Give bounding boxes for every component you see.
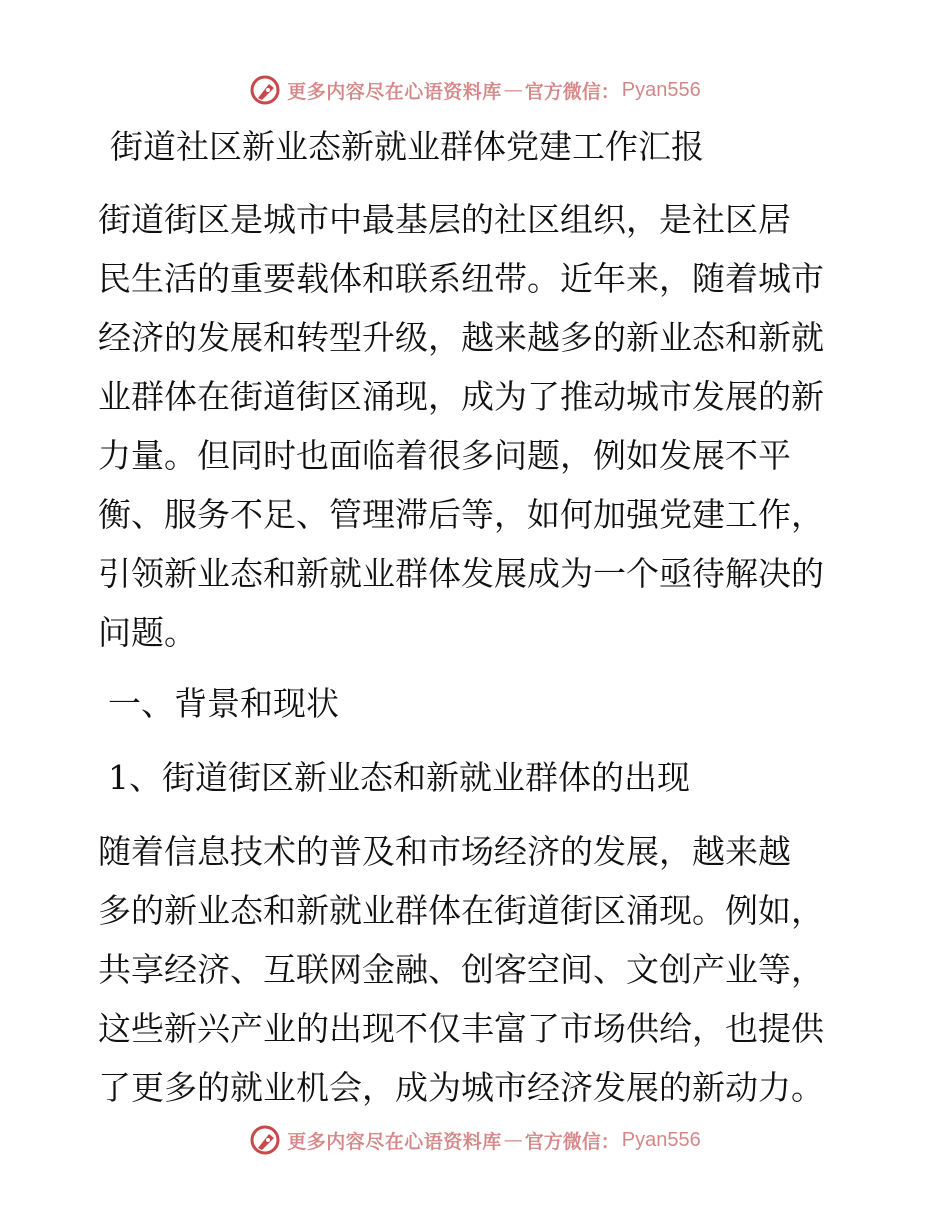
paragraph-line: 业群体在街道街区涌现，成为了推动城市发展的新 xyxy=(98,377,824,416)
paragraph-line: 经济的发展和转型升级，越来越多的新业态和新就 xyxy=(98,318,824,357)
banner-separator: — xyxy=(503,1129,523,1151)
pen-nib-logo-icon xyxy=(249,1124,281,1156)
footer-banner xyxy=(0,1120,950,1160)
document-title: 街道社区新业态新就业群体党建工作汇报 xyxy=(110,127,704,166)
paragraph-line: 这些新兴产业的出现不仅丰富了市场供给，也提供 xyxy=(98,1009,824,1048)
pen-nib-logo-icon xyxy=(249,74,281,106)
banner-slogan: 更多内容尽在心语资料库 xyxy=(287,80,502,103)
banner-wechat-account: Pyan556 xyxy=(621,78,701,101)
banner-separator: — xyxy=(503,79,523,101)
banner-wechat-label: 官方微信： xyxy=(524,1130,620,1153)
paragraph-line: 力量。但同时也面临着很多问题，例如发展不平 xyxy=(98,436,791,475)
paragraph-line: 了更多的就业机会，成为城市经济发展的新动力。 xyxy=(98,1068,824,1107)
header-banner xyxy=(0,70,950,110)
intro-paragraph xyxy=(98,190,858,662)
subsection-heading: 1、街道街区新业态和新就业群体的出现 xyxy=(108,758,690,797)
paragraph-line: 多的新业态和新就业群体在街道街区涌现。例如， xyxy=(98,891,824,930)
paragraph-line: 问题。 xyxy=(98,613,197,652)
paragraph-line: 引领新业态和新就业群体发展成为一个亟待解决的 xyxy=(98,554,824,593)
paragraph-line: 民生活的重要载体和联系纽带。近年来，随着城市 xyxy=(98,259,824,298)
paragraph-line: 随着信息技术的普及和市场经济的发展，越来越 xyxy=(98,832,791,871)
section-heading: 一、背景和现状 xyxy=(108,684,339,723)
body-paragraph xyxy=(98,822,858,1117)
banner-slogan: 更多内容尽在心语资料库 xyxy=(287,1130,502,1153)
paragraph-line: 衡、服务不足、管理滞后等，如何加强党建工作， xyxy=(98,495,824,534)
paragraph-line: 共享经济、互联网金融、创客空间、文创产业等， xyxy=(98,950,824,989)
banner-wechat-label: 官方微信： xyxy=(524,80,620,103)
paragraph-line: 街道街区是城市中最基层的社区组织，是社区居 xyxy=(98,200,791,239)
banner-wechat-account: Pyan556 xyxy=(621,1128,701,1151)
